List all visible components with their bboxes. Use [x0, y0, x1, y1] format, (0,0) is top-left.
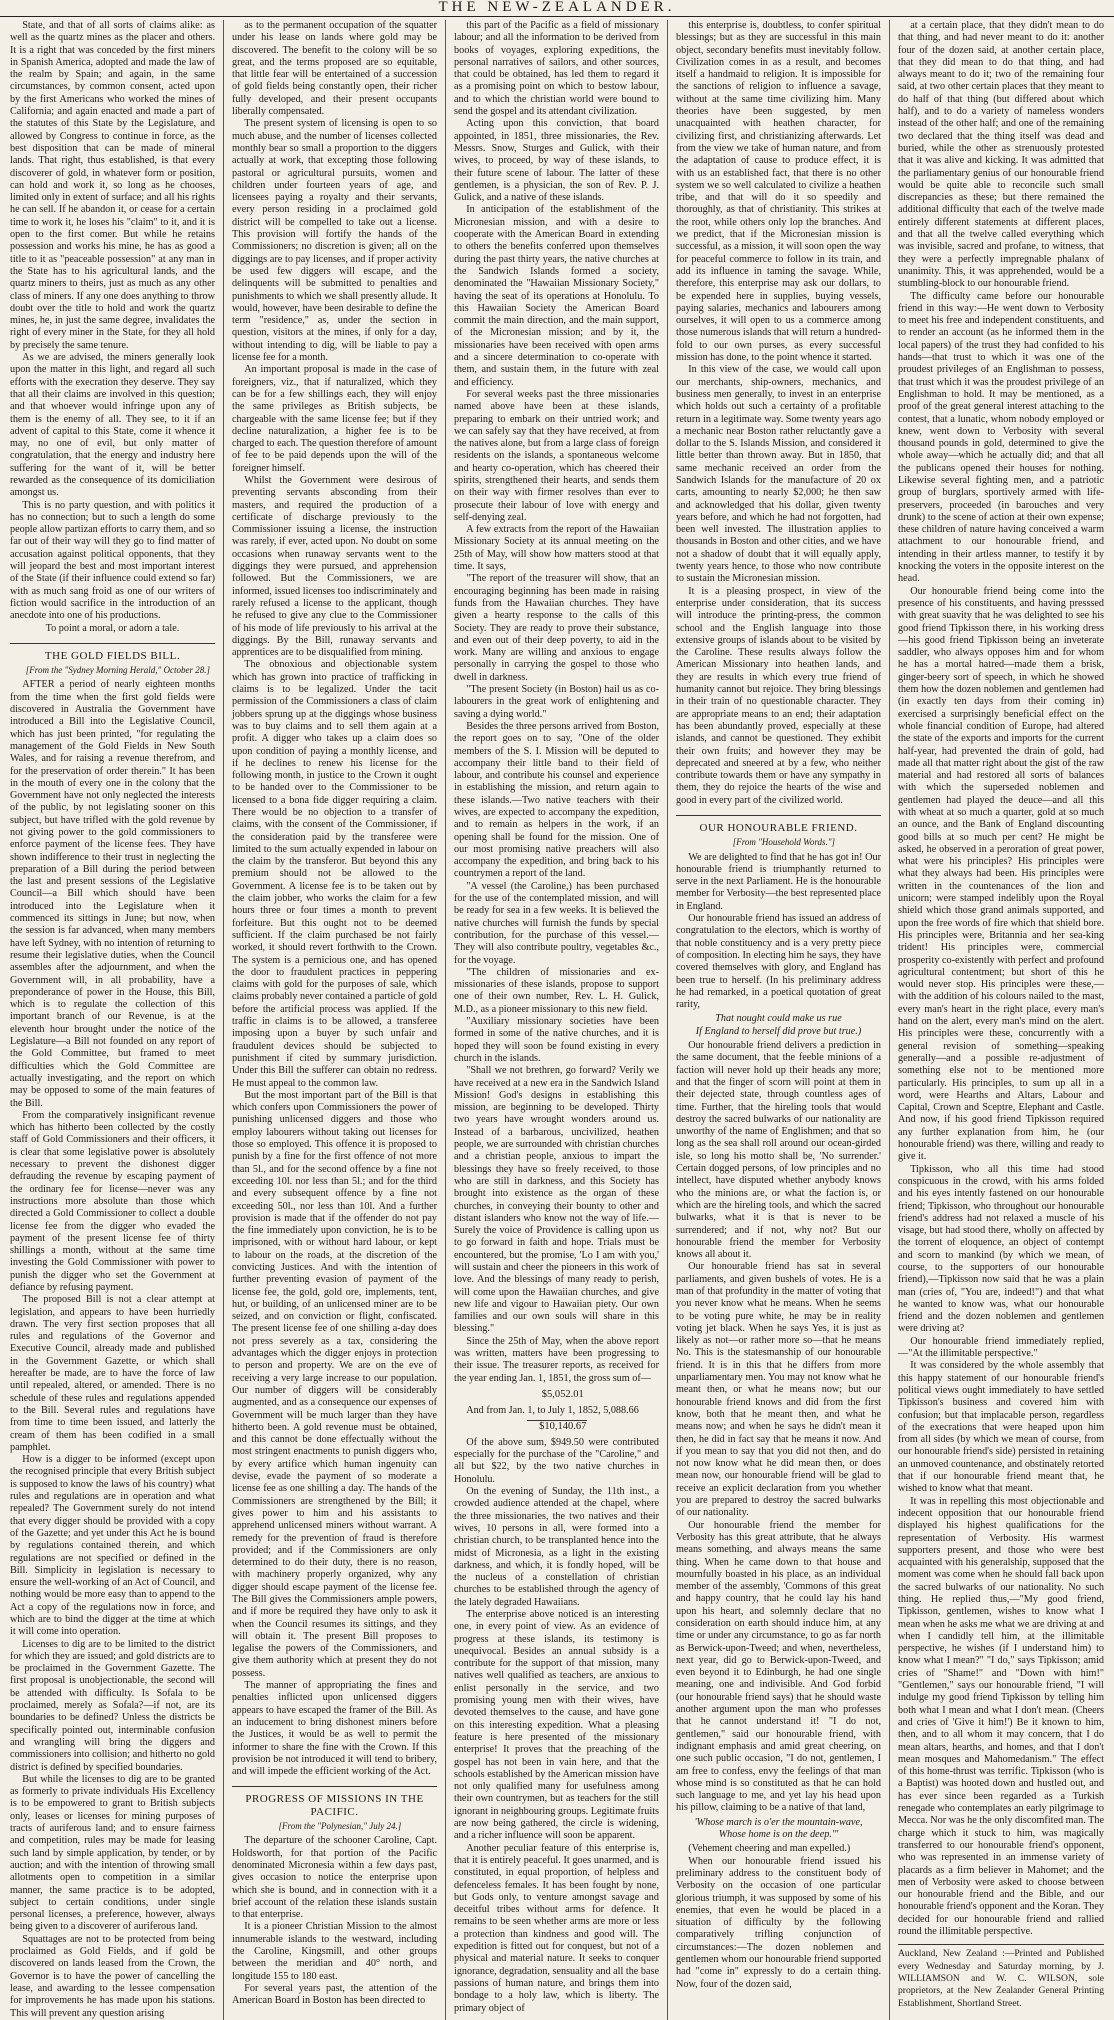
verse-quote: 'Whose march is o'er the mountain-wave, Whose home is on the deep.'": [694, 1816, 863, 1841]
paragraph: And from Jan. 1, to July 1, 1852, 5,088.66: [466, 1405, 639, 1417]
paragraph: It is a pioneer Christian Mission to the almost innumerable islands to the westward, including the Caroline, Kingsmill, and other groups between the meridian and 40° north, and longitude 155 to 180 east.: [232, 1921, 437, 1982]
paragraph: It was considered by the whole assembly that this happy statement of our honourable friend's political views ought immediately to have settled Tipkisson's business and covered him with confusion; but that implacable person, regardless of the execrations that were heaped upon him from all sides (by which we mean of course, from our honourable friend's side) persisted in retaining an unmoved countenance, and obstinately retorted that if our honourable friend meant that, he wished to know what that meant.: [898, 1360, 1104, 1495]
paragraph: Of the above sum, $949.50 were contributed especially for the purchase of the "Caroline," and all but $22, by the two native churches in Honolulu.: [454, 1436, 659, 1485]
paragraph: this enterprise is, doubtless, to confer spiritual blessings; but as they are successful in this main object, secondary benefits must inevitably follow. Civilization comes in as a result, and becomes itself a handmaid to religion. It is impossible for the sanctions of religion to influence a savage, without at the same time civilizing him. Many theories have been suggested, by men unacquainted with heathen character, for civilizing first, and christianizing afterwards. Let from the view we take of human nature, and from the adaptation of cause to produce effect, it is with us an established fact, that there is no other system we so well calculated to civilize a heathen tribe, and that will do it so speedily and thoroughly, as that of christianity. This strikes at the root, while others only lop the branches. And we predict, that if the Micronesian mission is successful, as a mission, it will soon open the way for peaceful commerce to follow in its train, and add its influence in taming the savage. While, therefore, this enterprise may ask our dollars, to be expended here in supplies, buying vessels, paying salaries, mechanics and labourers among ourselves, it will open to us a commerce among those numerous islands that will return a hundred-fold to our own purses, as every successful mission has done, to the point whence it started.: [676, 20, 881, 364]
paragraph: But while the licenses to dig are to be granted as formerly to private individuals His Excellency is to be empowered to grant to British subjects only, leases or licenses for mining purposes of tracts of auriferous land; and to ensure fairness and competition, rules may be made for leasing such land by simple application, by tender, or by auction; and with the intention of throwing small allotments open to competition in a similar manner, the same practice is to be adopted, subject to certain conditions, under single personal licenses, a preference, however, always being given to a discoverer of auriferous land.: [10, 1773, 215, 1933]
paragraph: For several years past, the attention of the American Board in Boston has been directed to: [232, 1982, 437, 2007]
paragraph: The manner of appropriating the fines and penalties inflicted upon unlicensed diggers appears to have escaped the framer of the Bill. As an inducement to bring dishonest miners before the Justices, it would be as well to permit the informer to share the fine with the Crown. If this provision be not introduced it will tend to bribery, and will impede the efficient working of the Act.: [232, 1680, 437, 1778]
article-source: [From "Household Words."]: [732, 837, 836, 848]
paragraph: Whilst the Government were desirous of preventing servants absconding from their masters, and required the production of a certificate of discharge previously to the Commissioner issuing a license, the instruction was rarely, if ever, acted upon. No doubt on some occasions when runaway servants went to the diggings they were pursued, and apprehension followed. But the Commissioners, we are informed, issued licenses too indiscriminately and rarely refused a license to the applicant, though he refused to give any clue to the Commissioner of his mode of life previously to his arrival at the diggings. By the Bill, runaway servants and apprentices are to be disqualified from mining.: [232, 474, 437, 659]
article-heading: OUR HONOURABLE FRIEND.: [676, 815, 881, 834]
paragraph: It was in repelling this most objectionable and indecent opposition that our honourable friend displayed his highest qualifications for the representation of Verbosity. His warmest supporters present, and those who were best acquainted with his generalship, supposed that the moment was come when he should fall back upon the sacred bulwarks of our nationality. No such thing. He replied thus,—"My good friend, Tipkisson, gentlemen, wishes to know what I mean when he asks me what we are driving at and when I candidly tell him, at the illimitable perspective, he wishes (if I understand him) to know what I mean?" "I do," says Tipkisson; amid cries of "Shame!" and "Down with him!" "Gentlemen," says our honourable friend, "I will indulge my good friend Tipkisson by telling him both what I mean and what I don't mean. (Cheers and cries of 'Give it him!') Be it known to him, then, and to all whom it may concern, that I do mean altars, hearths, and homes, and that I don't mean mosques and Mahomedanism." The effect of this home-thrust was terrific. Tipkisson (who is a Baptist) was hooted down and hustled out, and has ever since been regarded as a Turkish renegade who contemplates an early pilgrimage to Mecca. Nor was he the only discomfited man. The charge which it stuck to him, was magically transferred to our honourable friend's opponent, who was represented in an immense variety of placards as a firm believer in Mahomet; and the men of Verbosity were asked to choose between our honourable friend and the Bible, and our honourable friend's opponent and the Koran. They decided for our honourable friend and rallied round the illimitable perspective.: [898, 1495, 1104, 1938]
paragraph: Our honourable friend delivers a prediction in the same document, that the feeble minions of a faction will never hold up their heads any more; and that the finger of scorn will point at them in their dejected state, through countless ages of time. Further, that the hireling tools that would destroy the sacred bulwarks of our nationality are unworthy of the name of Englishmen; and that so long as the sea shall roll around our ocean-girded isle, so long his motto shall be, 'No surrender.' Certain dogged persons, of low principles and no intellect, have disputed whether anybody knows who the minions are, or what the faction is, or which are the hireling tools, and which the sacred bulwarks, what it is that is never to be surrendered; and if not, why not? But our honourable friend the member for Verbosity knows all about it.: [676, 1040, 881, 1261]
column-5: [890, 20, 1112, 2020]
paragraph: as to the permanent occupation of the squatter under his lease on lands where gold may be discovered. The benefit to the colony will be so great, and the terms proposed are so equitable, that little fear will be entertained of a succession of gold fields being constantly open, their richer fully developed, and their present occupants liberally compensated.: [232, 20, 437, 118]
paragraph: Our honourable friend the member for Verbosity has this great attribute, that he always means something, and always means the same thing. When he came down to that house and mournfully boasted in his place, as an individual member of the assembly, 'Commons of this great and happy country, that he could lay his hand upon his heart, and solemnly declare that no consideration on earth should induce him, at any time or under any circumstance, to go as far north as Berwick-upon-Tweed; and when, nevertheless, next year, did go to Berwick-upon-Tweed, and even beyond it to Edinburgh, he had one single meaning, one and indivisible. And God forbid (our honourable friend says) that he should waste another argument upon the man who professes that he cannot understand it! "I do not, gentlemen," said our honourable friend, with indignant emphasis and amid great cheering, on one such public occasion, "I do not, gentlemen, I am free to confess, envy the feelings of that man whose mind is so constituted as that he can hold such language to me, and yet lay his head upon his pillow, claiming to be a native of that land,: [676, 1519, 881, 1814]
paragraph: The obnoxious and objectionable system which has grown into practice of trafficking in claims is to be legalized. Under the tacit permission of the Commissioners a class of claim jobbers sprung up at the diggings whose business was to buy claims and to sell them again at a profit. A digger who takes up a claim does so upon condition of paying a monthly license, and if he declines to renew his license for the following month, in justice to the Crown it ought to be handed over to the Commissioner to be licensed to a bona fide digger requiring a claim. There would be no objection to a transfer of claims, with the consent of the Commissioner, if the consideration paid by the transferee were limited to the sum actually expended in labour on the claim by the transferor. But beyond this any premium should not be allowed to the Government. A license fee is to be taken out by the claim jobber, who works the claim for a few hours three or four times a month to prevent forfeiture. But this ought not to be deemed sufficient. If the claim purchased be not fairly worked, it should revert forthwith to the Crown. The system is a pernicious one, and has opened the door to fraudulent practices in peppering claims with gold for the purposes of sale, which claims probably never contained a particle of gold before the artificial process was applied. If the traffic in claims is to be allowed, a transferee imposing upon a buyer by such unfair and fraudulent devices should be subjected to punishment if cited by summary jurisdiction. Under this Bill the sufferer can obtain no redress. He must appeal to the common law.: [232, 659, 437, 1089]
paragraph: The difficulty came before our honourable friend in this way:—He went down to Verbosity to meet his free and independent constituents, and to render an account (as he informed them in the local papers) of the trust they had confided to his hands—that trust to which it was one of the proudest privileges of an Englishman to possess, that trust which it was the proudest privilege of an Englishman to hold. It may be mentioned, as a proof of the great general interest attaching to the contest, that a lunatic, whom nobody employed or knew, went down to Verbosity with several thousand pounds in gold, determined to give the whole away—which he actually did; and that all the publicans opened their houses for nothing. Likewise several fighting men, and a patriotic group of burglars, sportively armed with life-preservers, proceeded (in barouches and very drunk) to the scene of action at their own expense; these children of nature having conceived a warm attachment to our honourable friend, and intending in their artless manner, to testify it by knocking the voters in the opposite interest on the head.: [898, 290, 1104, 585]
paragraph: Since the 25th of May, when the above report was written, matters have been progressing to their issue. The treasurer reports, as received for the year ending Jan. 1, 1851, the gross sum of—: [454, 1335, 659, 1384]
masthead: [0, 0, 1114, 18]
paragraph: Our honourable friend has sat in several parliaments, and given bushels of votes. He is a man of that profundity in the matter of voting that you never know what he means. When he seems to be voting pure white, he may be in reality voting jet black. When he says Yes, it is just as likely as not—or rather more so—that he means No. This is the statesmanship of our honourable friend. It is in this that he differs from more unparliamentary men. You may not know what he meant then, or what he means now; but our honourable friend knows and did from the first know, both that he meant then, and what he means now; and when he says he didn't mean it then, he did in fact say that he means it now. And if you mean to say that you did not then, and do not now know what he did mean then, or does mean now, our honourable friend will be glad to receive an explicit declaration from you whether you are prepared to destroy the sacred bulwarks of our nationality.: [676, 1261, 881, 1519]
paragraph: This is no party question, and with politics it has no connection; but to such a length do some people allow partizan efforts to carry them, and so far out of their way will they go to find matter of accusation against political opponents, that they will jeopard the best and most important interest of the State (if their influence could extend so far) with as much sang froid as one of our writers of fiction would sacrifice in the introduction of an anecdote into one of his productions.: [10, 499, 215, 622]
article-source: [From the "Polynesian," July 24.]: [278, 1821, 402, 1832]
paragraph: "Shall we not brethren, go forward? Verily we have received at a new era in the Sandwich Island Mission! God's designs in establishing this mission, are beginning to be developed. Thirty two years have wrought wonders around us. Instead of a barbarous, uncivilized, heathen people, we are surrounded with christian churches and a christian people, anxious to impart the blessings they have so freely received, to those who are still in darkness, and this Society has brought into existence as the organ of these churches, in conveying their bounty to other and distant islanders who know not the way of life.—Surely the voice of Providence is calling upon us to go forward in faith and hope. Trials must be encountered, but the promise, 'Lo I am with you,' will sustain and cheer the pioneers in this work of love. And the blessings of many ready to perish, will come upon the Hawaiian churches, and give new life and vigour to Hawaiian piety. Our own families and our own souls will share in this blessing.": [454, 1065, 659, 1335]
newspaper-title: THE NEW-ZEALANDER.: [438, 0, 676, 15]
paragraph: at a certain place, that they didn't mean to do that thing, and had never meant to do it: another four of the dozen said, at another certain place, that they did mean to do that thing, and had always meant to do it; two of the remaining four said, at two other certain places that they meant to do half of that thing (but differed about which half), and to do a variety of nameless wonders instead of the other half; and one of the remaining two declared that the thing itself was dead and buried, while the other as strenuously protested that it was alive and kicking. It was admitted that the parliamentary genius of our honourable friend would be quite able to reconcile such small discrepancies as these; but there remained the additional difficulty that each of the twelve made entirely different statements at different places, and that all the twelve called everything which was invisible, sacred and profane, to witness, that they were a perfectly impregnable phalanx of unanimity. This, it was apprehended, would be a stumbling-block to our honourable friend.: [898, 20, 1104, 290]
paragraph: On the evening of Sunday, the 11th inst., a crowded audience attended at the chapel, where the three missionaries, the two natives and their wives, 10 persons in all, were formed into a christian church, to be transplanted hence into the midst of Micronesia, as a light in the existing darkness, and which, it is fondly hoped, will be the nucleus of a constellation of christian churches to be established through the agency of the lately degraded Hawaiians.: [454, 1486, 659, 1608]
paragraph: Squattages are not to be protected from being proclaimed as Gold Fields, and if gold be discovered on lands leased from the Crown, the Governor is to have the power of cancelling the lease, and awarding to the lessee compensation for improvements he has made upon his stations. This will prevent any question arising: [10, 1933, 215, 2019]
imprint: Auckland, New Zealand :—Printed and Published every Wednesday and Saturday morning, by J. WILLIAMSON and W. C. WILSON, sole proprietors, at the New Zealander General Printing Establishment, Shortland Street.: [898, 1944, 1104, 2009]
paragraph: In anticipation of the establishment of the Micronesian mission, and with a desire to cooperate with the American Board in extending to others the benefits conferred upon themselves during the past thirty years, the native churches at the Sandwich Islands formed a society, denominated the "Hawaiian Missionary Society," having the seat of its operations at Honolulu. To this Hawaiian Society the American Board commit the main direction, and the main support, of the Micronesian mission; and by it, the missionaries have been received with open arms and a sincere determination to co-operate with them, and sustain them, in the future with zeal and efficiency.: [454, 204, 659, 388]
paragraph: (Vehement cheering and man expelled.): [688, 1843, 851, 1855]
moral-line: To point a moral, or adorn a tale.: [45, 622, 180, 634]
paragraph: AFTER a period of nearly eighteen months from the time when the first gold fields were discovered in Australia the Government have introduced a Bill into the Legislative Council, which has just been printed, "for regulating the management of the Gold Fields in New South Wales, and for raising a revenue therefrom, and for the preservation of order therein." It has been in the mouth of every one in the colony that the Government have not only neglected the interests of the public, by not legislating sooner on this subject, but have trifled with the gold revenue by not giving power to the gold commissioners to enforce payment of the license fees. They have shown indifference to their trust in neglecting the preparation of a Bill during the period between the last and present sessions of the Legislative Council—a Bill which should have been introduced into the Legislature when it commenced its sittings in June; but now, when the session is far advanced, when many members have left Sydney, with no intention of returning to resume their legislative duties, when the Council assembles after the adjournment, and when the Government will, in all probability, have a preponderance of power in the House, this Bill, which is to regulate the collection of this important branch of our Revenue, is at the eleventh hour brought under the notice of the Legislature—a Bill not founded on any report of the Gold Committee, but framed to meet difficulties which the Gold Committee are actually investigating, and the report on which may be opposed to some of the main features of the Bill.: [10, 679, 215, 1109]
paragraph: In this view of the case, we would call upon our merchants, ship-owners, mechanics, and business men generally, to invest in an enterprise which holds out such a certainty of a profitable return in a legitimate way. Some twenty years ago a mechanic near Boston rather reluctantly gave a dollar to the S. Islands Mission, and considered it little better than thrown away. But in 1850, that same mechanic received an order from the Sandwich Islands for the manufacture of 20 ox carts, amounting to nearly $2,000; he then saw and acknowledged that his dollar, given twenty years before, and which he had not forgotten, had been well invested. The illustration applies to thousands in Boston and other cities, and we have not a shadow of doubt that it will equally apply, twenty years hence, to those who now contribute to sustain the Micronesian mission.: [676, 364, 881, 585]
paragraph: "Auxiliary missionary societies have been formed in some of the native churches, and it is hoped they will soon be found existing in every church in the islands.: [454, 1016, 659, 1064]
paragraph: Our honourable friend being come into the presence of his constituents, and having presssed with great suavity that he was delighted to see his good friend Tipkisson there, in his working dress—his good friend Tipkisson being an inveterate saddler, who always opposes him and for whom he has a mortal hatred—made them a brisk, ginger-beery sort of speech, in which he showed them how the dozen noblemen and gentlemen had (in exactly ten days from their coming in) exercised a surprisingly beneficial effect on the whole financial condition of Europe, had altered the state of the exports and imports for the current half-year, had prevented the drain of gold, had made all that matter right about the gist of the raw material and had restored all sorts of balances with which the superseded noblemen and gentlemen had played the deuce—and all this with wheat at so much a quarter, gold at so much an ounce, and the Bank of England discounting good bills at so much per cent? He might be asked, he observed in a peroration of great power, what were his principles? His principles were what they always had been. His principles were written in the countenances of the lion and unicorn; were stamped indelibly upon the Royal shield which those grand animals supported, and upon the free words of fire which that shield bore. His principles were, Britannia and her sea-king trident! His principles were, commercial prosperity co-existently with perfect and profound agricultural contentment; but short of this he would never stop. His principles were these,—with the addition of his colours nailed to the mast, every man's heart in the right place, every man's hand on the alert, every man's mind on the alert. His principles were these, concurrently with a general revision of something—speaking generally—and a possible re-adjustment of something else not to be mentioned more particularly. His principles, to sum up all in a word, were Hearths and Altars, Labour and Capital, Crown and Sceptre, Elephant and Castle. And now, if his good friend Tipkisson required any further explanation from him, he (our honourable friend) was there, willing and ready to give it.: [898, 585, 1104, 1163]
paragraph: The enterprise above noticed is an interesting one, in every point of view. As an evidence of progress at these islands, its testimony is unequivocal. Besides an annual subsidy is a contribute for the support of that mission, many natives well qualified as teachers, are anxious to enlist personally in the service, and two promising young men with their wives, have devoted themselves to the cause, and have gone on this interesting expedition. What a pleasing feature is here presented of the missionary enterprise! It proves that the preaching of the gospel has not been in vain here, and that the schools established by the American mission have not only qualified many for usefulness among their own countrymen, but as teachers for the still ignorant in neighbouring groups. Legitimate fruits are now being gathered, the circle is widening, and a richer influence will soon be apparent.: [454, 1609, 659, 1842]
verse-quote: That nought could make us rue If England to herself did prove but true.): [695, 1013, 862, 1037]
paragraph: Licenses to dig are to be limited to the district for which they are issued; and gold districts are to be proclaimed in the Government Gazette. The first proposal is unobjectionable, the second will be attended with difficulty. Is Sofala to be proclaimed, merely as Sofala?—if not, are its boundaries to be defined? Unless the districts be specifically pointed out, interminable confusion and wrangling will bring the diggers and commissioners into collision; and hitherto no gold district is defined by specified boundaries.: [10, 1638, 215, 1773]
paragraph: "The present Society (in Boston) hail us as co-labourers in the great work of enlightening and saving a dying world.": [454, 684, 659, 720]
paragraph: Our honourable friend has issued an address of congratulation to the electors, which is worthy of that noble constituency and is a very pretty piece of composition. In electing him he says, they have covered themselves with glory, and England has been true to herself. (In his preliminary address he had remarked, in a poetical quotation of great rarity,: [676, 913, 881, 1011]
paragraph: As we are advised, the miners generally look upon the matter in this light, and regard all such efforts with the execration they deserve. They say that all their claims are involved in this question; and that whoever would infringe upon any of them is the enemy of all. They see, to it if an advent of capital to this State, come it whence it may, no one of evil, but only matter of congratulation, that the energy and industry here suffering for the want of it, will be better rewarded as the consequence of its domiciliation amongst us.: [10, 352, 215, 499]
paragraph: State, and that of all sorts of claims alike: as well as the quartz mines as the placer and others. It is a right that was conceded by the first miners in Spanish America, adopted and made the law of the realm by Spain; and again, in the same circumstances, by common consent, acted upon by the first Americans who worked the mines of California; and again enacted and made a part of the statutes of this State by the Legislature, and allowed by Congress to continue in force, as the best disposition that can be made of mineral lands. That right, thus established, is that every discoverer of gold, in whatever form or position, can hold and work it, so long as he chooses, limited only in extent of surface; and all his rights he can sell. If he abandon it, or cease for a certain time to work it, he loses his "claim" to it, and it is open to the first comer. But while he retains possession and works his mine, he has as good a title to it as "peaceable possession" at any man in the State has to his agricultural lands, and the quartz miners to theirs, just as much as any other class of miners. If any one does anything to throw doubt over the title to hold and work the quartz mines, he, in just the same degree, invalidates the right of every miner in the State, for they all hold by precisely the same tenure.: [10, 20, 215, 351]
paragraph: "A vessel (the Caroline,) has been purchased for the use of the contemplated mission, and will be ready for sea in a few weeks. It is believed the native churches will furnish the funds by special contribution, for the purchase of this vessel.—They will also contribute poultry, vegetables &c., for the voyage.: [454, 880, 659, 966]
column-1: [2, 20, 224, 2020]
paragraph: For several weeks past the three missionaries named above have been at these islands, preparing to embark on their untried work; and we can safely say that they have received, at from the natives alone, but from a large class of foreign residents on the islands, a spontaneous welcome and hearty co-operation, which has cheered their spirits, strengthened their hearts, and sends them on their way with firmer resolves than ever to prosecute their labour of love with energy and self-denying zeal.: [454, 388, 659, 523]
article-source: [From the "Sydney Morning Herald," October 28.]: [25, 665, 210, 676]
article-heading: THE GOLD FIELDS BILL.: [10, 643, 215, 662]
column-2: [224, 20, 446, 2020]
paragraph: Besides the three persons arrived from Boston, the report goes on to say, "One of the older members of the S. I. Mission will be deputed to accompany their little band to their field of labour, and contribute his counsel and experience in establishing the mission, and return again to these islands.—Two native teachers with their wives, are expected to accompany the expedition, and to remain as helpers in the work, if an opening shall be found for the mission. One of our most promising native preachers will also accompany the expedition, and bring back to his countrymen a report of the land.: [454, 720, 659, 880]
article-heading: PROGRESS OF MISSIONS IN THE PACIFIC.: [232, 1786, 437, 1818]
sum-figure: $5,052.01: [541, 1388, 584, 1400]
sum-total: $10,140.67: [527, 1420, 587, 1433]
article-columns: [2, 20, 1112, 2019]
column-3: [446, 20, 668, 2020]
paragraph: "The children of missionaries and ex-missionaries of these islands, propose to support one of their own number, Rev. L. H. Gulick, M.D., as a pioneer missionary to this new field.: [454, 966, 659, 1015]
paragraph: The proposed Bill is not a clear attempt at legislation, and appears to have been hurriedly drawn. The very first section proposes that all rules and regulations of the Governor and Executive Council, already made and published in the Government Gazette, or which shall hereafter be made, are to have the force of law until repealed, altered, or amended. There is no schedule of these rules and regulations appended to the Bill. Several rules and regulations have from time to time been issued, and latterly the cream of them has been codified in a small pamphlet.: [10, 1294, 215, 1453]
paragraph: Another peculiar feature of this enterprise is, that it is entirely peaceful. It goes unarmed, and is constituted, in equal proportion, of helpless and defenceless females. It has been fought by none, but Gods only, to venture amongst savage and deceitful tribes without arms for defence. It remains to be seen whether arms are more or less a protection than kindness and good will. The expedition is fitted out for conquest, but not of a physical and material nature. It seeks to conquer ignorance, degradation, sensuality and all the base passions of human nature, and brings them into bondage to a holy law, which is liberty. The primary object of: [454, 1842, 659, 2014]
paragraph: An important proposal is made in the case of foreigners, viz., that if naturalized, which they can be for a few shillings each, they will enjoy the same privileges as British subjects, be chargeable with the same license fee; but if they decline naturalization, a higher fee is to be charged to each. The question therefore of amount of fee to be paid depends upon the will of the foreigner himself.: [232, 364, 437, 474]
paragraph: The present system of licensing is open to so much abuse, and the number of licenses collected monthly bear so small a proportion to the diggers actually at work, that excepting those following pastoral or agricultural pursuits, women and children under fourteen years of age, and licensees paying a royalty and their servants, every person residing in a proclaimed gold district will be compelled to take out a license. This provision will fortify the hands of the Commissioners; no discretion is given; all on the diggings are to pay licenses, and if proper activity be used few diggers will escape, and the delinquents will be submitted to penalties and punishments to which we shall presently allude. It would, however, have been desirable to define the term "residence," as, under the section in question, visitors at the mines, if only for a day, without intending to dig, will be liable to pay a license fee for a month.: [232, 118, 437, 364]
paragraph: The departure of the schooner Caroline, Capt. Holdsworth, for that portion of the Pacific denominated Micronesia within a few days past, gives occasion to notice the enterprise upon which she is bound, and in connection with it a brief account of the relation these islands sustain to that enterprise.: [232, 1835, 437, 1921]
paragraph: this part of the Pacific as a field of missionary labour; and all the information to be derived from books of voyages, exploring expeditions, the personal narratives of sailors, and other sources, that could be obtained, has led them to regard it as a promising point on which to bestow labour, and to which the christian world were bound to send the gospel and its attendant civilization.: [454, 20, 659, 118]
paragraph: From the comparatively insignificant revenue which has hitherto been collected by the costly staff of Gold Commissioners and their officers, it is clear that some legislative power is absolutely necessary to prevent the dishonest digger defrauding the revenue by escaping payment of the ordinary fee for license—never was any instructions more absolute than those which directed a Gold Commissioner to collect a double license fee from the digger who evaded the payment of the present license fee of thirty shillings a month, without at the same time investing the Gold Commissioner with power to punish the digger who set the Government at defiance by refusing payment.: [10, 1109, 215, 1293]
masthead-rule: [0, 16, 1114, 17]
paragraph: Acting upon this conviction, that board appointed, in 1851, three missionaries, the Rev. Messrs. Snow, Sturges and Gulick, with their wives, to proceed, by way of these islands, to their future scene of labour. The latter of these gentlemen, is a physician, the son of Rev. P. J. Gulick, and a native of these islands.: [454, 118, 659, 204]
paragraph: Our honourable friend immediately replied,—"At the illimitable perspective.": [898, 1335, 1104, 1360]
paragraph: Tipkisson, who all this time had stood conspicuous in the crowd, with his arms folded and his eyes intently fastened on our honourable friend; Tipkisson, who throughout our honourable friend's address had not relaxed a muscle of his visage, but had stood there, wholly on affected by the torrent of eloquence, an object of contempt and scorn to mankind (by which we mean, of course, to the supporters of our honourable friend),—Tipkisson now said that he was a plain man (cries of, "You are, indeed!") and that what he wanted to know was, what our honourable friend and the dozen noblemen and gentlemen were driving at?: [898, 1163, 1104, 1335]
paragraph: When our honourable friend issued his preliminary address to the constituent body of Verbosity on the occasion of one particular glorious triumph, it was supposed by some of his enemies, that even he would be placed in a situation of difficulty by the following comparatively trifling conjunction of circumstances:—The dozen noblemen and gentlemen whom our honourable friend supported had "come in" expressly to do a certain thing. Now, four of the dozen said,: [676, 1855, 881, 1990]
paragraph: "The report of the treasurer will show, that an encouraging beginning has been made in raising funds from the Hawaiian churches. They have given a hearty response to the calls of this Society. They are ready to prove their substance, and even out of their deep poverty, to aid in the work. Many are willing and anxious to engage personally in carrying the gospel to those who dwell in darkness.: [454, 573, 659, 683]
paragraph: But the most important part of the Bill is that which confers upon Commissioners the power of punishing unlicensed diggers and those who employ labourers without taking out licenses for those so employed. This offence it is proposed to punish by a fine for the first offence of not more than 5l., and for the second offence by a fine not exceeding 10l. nor less than 5l.; and for the third and every subsequent offence by a fine not exceeding 50l., nor less than 10l. And a further provision is made that if the offender do not pay the fine immediately upon conviction, he is to be imprisoned, with or without hard labour, or kept to labour on the roads, at the discretion of the convicting Justices. And with the intention of further preventing evasion of payment of the license fee, the gold, gold ore, implements, tent, hut, or building, of an unlicensed miner are to be seized, and on conviction or flight, confiscated. The present license fee of one shilling a-day does not press severely as a tax, considering the advantages which the digger enjoys in protection to person and property. We are on the eve of receiving a very large increase to our population. Our number of diggers will be considerably augmented, and as a consequence our expenses of Government will be much larger than they have hitherto been. A gold revenue must be obtained, and this cannot be done effectually without the most stringent enactments to punish diggers who, by every artifice which human ingenuity can devise, evade the payment of so moderate a license fee as one shilling a day. The hands of the Commissioners are strengthened by the Bill; it gives power to him and his assistants to apprehend unlicensed miners without warrant. A remedy for the prevention of fraud is therefore provided; and if the Commissioners are only determined to do their duty, there is no reason, with machinery properly organized, why any digger should escape payment of the license fee. The Bill gives the Commissioners ample powers, and if more be required they have only to ask it when the Council resumes its sittings, and they will obtain it. The present Bill proposes to legalise the powers of the Commissioners, and give them authority which at present they do not possess.: [232, 1089, 437, 1679]
paragraph: How is a digger to be informed (except upon the recognised principle that every British subject is supposed to know the laws of his country) what rules and regulations are in operation and what repealed? The Government surely do not intend that every digger should be provided with a copy of the Gazette; and yet under this Act he is bound by regulations contained therein, and which regulations are not specified or defined in the Bill. Simplicity in legislation is necessary to ensure the well-working of an Act of Council, and nothing would be more easy than to append to the Act a copy of the regulations now in force, and which are to bind the digger at the time at which it will come into operation.: [10, 1454, 215, 1638]
paragraph: It is a pleasing prospect, in view of the enterprise under consideration, that its success will introduce the printing-press, the common school and the English language into those extensive groups of islands about to be visited by the Caroline. These results always follow the American Missionary into heathen lands, and they are results in which every true friend of humanity cannot but rejoice. They bring blessings in their train of no questionable character. They are appropriate means to an end; their adaptation has been abundantly proved, especially at these islands, and cannot be questioned. They exhibit their own fruits; and however they may be deprecated and sneered at by a few, who neither contribute towards them or have any sympathy in them, they do rejoice the hearts of the wise and good in every part of the civilized world.: [676, 585, 881, 806]
column-4: [668, 20, 890, 2020]
paragraph: A few extracts from the report of the Hawaiian Missionary Society at its annual meeting on the 25th of May, will show how matters stood at that time. It says,: [454, 524, 659, 573]
paragraph: We are delighted to find that he has got in! Our honourable friend is triumphantly returned to serve in the next Parliament. He is the honourable member for Verbosity—the best represented place in England.: [676, 851, 881, 912]
